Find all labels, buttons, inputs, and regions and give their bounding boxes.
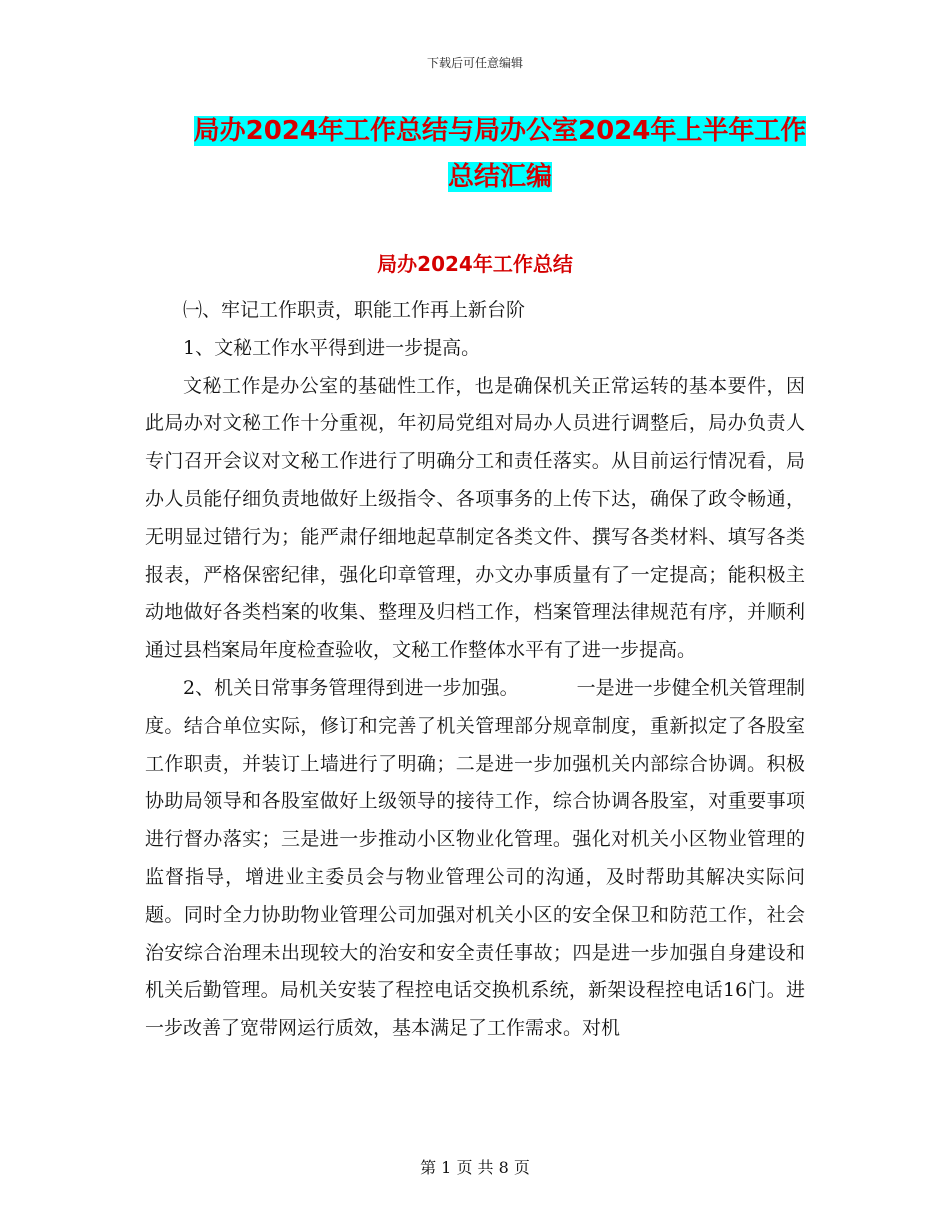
paragraph-affairs: [145, 670, 805, 1048]
paragraph-heading: ㈠、牢记工作职责，职能工作再上新台阶: [183, 299, 526, 321]
header-note: 下载后可任意编辑: [426, 56, 523, 70]
section-title: 局办2024年工作总结: [377, 252, 573, 276]
document-title: [160, 108, 840, 200]
paragraph-subheading-1: 1、文秘工作水平得到进一步提高。: [183, 336, 481, 359]
page-footer: 第 1 页 共 8 页: [420, 1158, 530, 1177]
paragraph-secretarial: 文秘工作是办公室的基础性工作，也是确保机关正常运转的基本要件，因此局办对文秘工作十分重视，年初局党组对局办人员进行调整后，局办负责人专门召开会议对文秘工作进行了明确分工和责任落实。从目前运行情况看，局办人员能仔细负责地做好上级指令、各项事务的上传下达，确保了政令畅通，无明显过错行为；能严肃仔细地起草制定各类文件、撰写各类材料、填写各类报表，严格保密纪律，强化印章管理，办文办事质量有了一定提高；能积极主动地做好各类档案的收集、整理及归档工作，档案管理法律规范有序，并顺利通过县档案局年度检查验收，文秘工作整体水平有了进一步提高。: [145, 374, 805, 662]
title-line-2: 总结汇编: [447, 162, 552, 192]
body-text: [145, 292, 805, 1048]
title-line-1: 局办2024年工作总结与局办公室2024年上半年工作: [193, 116, 807, 146]
paragraph-affairs-body: 一是进一步健全机关管理制度。结合单位实际，修订和完善了机关管理部分规章制度，重新拟定了各股室工作职责，并装订上墙进行了明确；二是进一步加强机关内部综合协调。积极协助局领导和各股室做好上级领导的接待工作，综合协调各股室，对重要事项进行督办落实；三是进一步推动小区物业化管理。强化对机关小区物业管理的监督指导，增进业主委员会与物业管理公司的沟通，及时帮助其解决实际问题。同时全力协助物业管理公司加强对机关小区的安全保卫和防范工作，社会治安综合治理未出现较大的治安和安全责任事故；四是进一步加强自身建设和机关后勤管理。局机关安装了程控电话交换机系统，新架设程控电话16门。进一步改善了宽带网运行质效，基本满足了工作需求。对机: [145, 676, 805, 1040]
paragraph-subheading-2: 2、机关日常事务管理得到进一步加强。: [183, 676, 519, 699]
